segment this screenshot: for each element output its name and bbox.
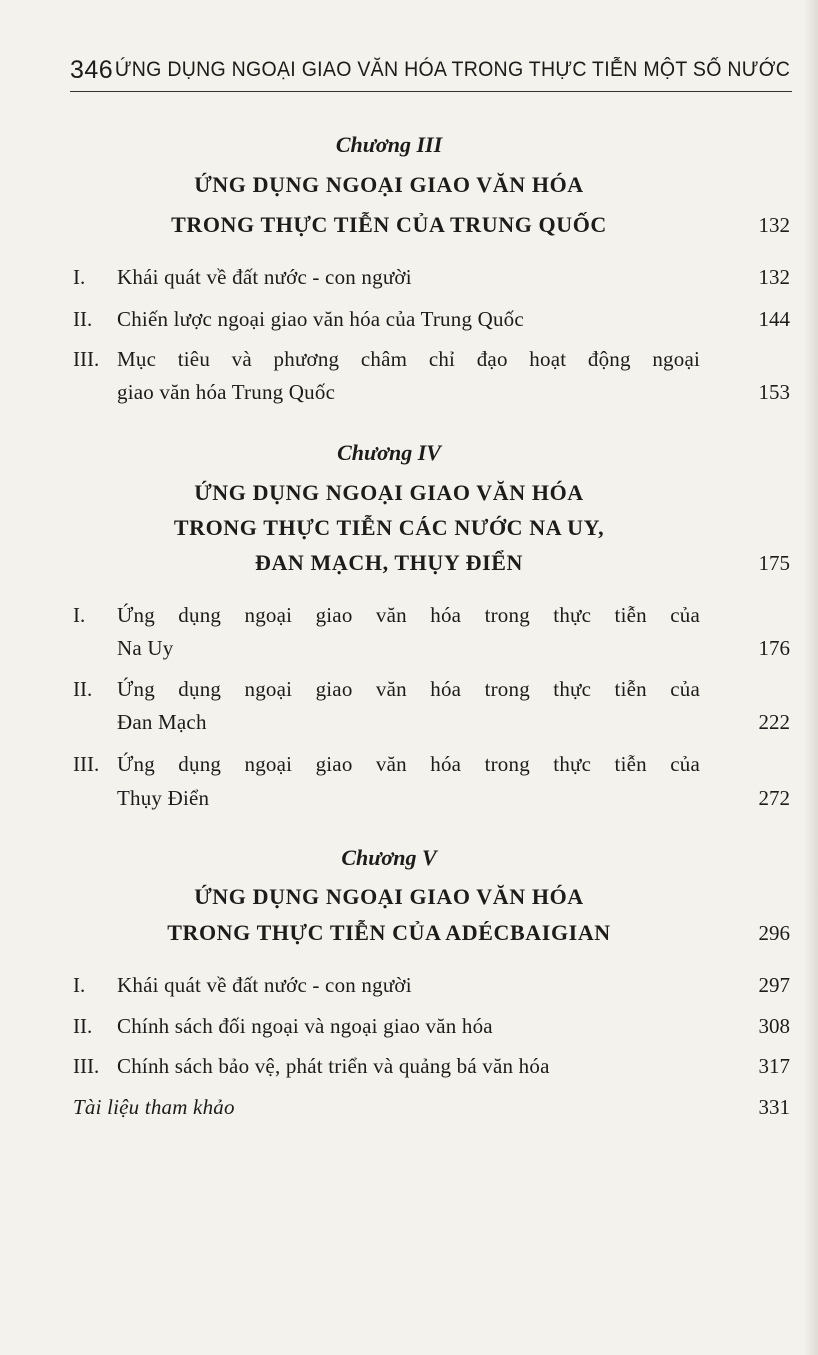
toc-entry-text: Chính sách bảo vệ, phát triển và quảng bá văn hóa [117, 1054, 550, 1078]
toc-entry-text: Ứng dụng ngoại giao văn hóa trong thực tiễn của [117, 677, 700, 701]
chapter-5-label: Chương V [341, 845, 437, 870]
toc-entry-text-continued: giao văn hóa Trung Quốc [117, 380, 336, 404]
toc-entry-page: 153 [758, 380, 790, 404]
chapter-5-title-line-2: TRONG THỰC TIỄN CỦA ADÉCBAIGIAN [167, 920, 611, 945]
references-page: 331 [758, 1095, 790, 1119]
toc-entry-number: I. [73, 265, 86, 289]
page-number: 346 [70, 56, 114, 84]
chapter-5-page: 296 [758, 921, 790, 945]
running-title: ỨNG DỤNG NGOẠI GIAO VĂN HÓA TRONG THỰC TIỄN MỘT SỐ NƯỚC [114, 58, 790, 81]
toc-entry-page: 144 [758, 307, 790, 331]
toc-entry-page: 297 [758, 973, 790, 997]
toc-entry-page: 132 [758, 265, 790, 289]
toc-entry-number: III. [73, 752, 100, 776]
toc-entry-number: II. [73, 307, 93, 331]
chapter-3-title-line-2: TRONG THỰC TIỄN CỦA TRUNG QUỐC [171, 212, 607, 237]
toc-entry-number: III. [73, 1054, 100, 1078]
chapter-4-title-line-3: ĐAN MẠCH, THỤY ĐIỂN [254, 550, 524, 575]
toc-entry-page: 317 [758, 1054, 790, 1078]
toc-entry-number: I. [73, 603, 86, 627]
toc-entry-text: Mục tiêu và phương châm chỉ đạo hoạt động ngoại [117, 347, 700, 371]
chapter-3-label: Chương III [335, 132, 443, 157]
toc-entry-text-continued: Na Uy [117, 636, 174, 660]
page-edge-shadow [804, 0, 818, 1355]
toc-entry-text: Chính sách đối ngoại và ngoại giao văn hóa [117, 1014, 493, 1038]
references-label: Tài liệu tham khảo [73, 1095, 235, 1119]
chapter-4-title-line-1: ỨNG DỤNG NGOẠI GIAO VĂN HÓA [194, 480, 584, 505]
toc-entry-page: 176 [758, 636, 790, 660]
toc-entry-text: Khái quát về đất nước - con người [117, 973, 412, 997]
toc-entry-page: 272 [758, 786, 790, 810]
toc-entry-number: I. [73, 973, 86, 997]
chapter-5-title-line-1: ỨNG DỤNG NGOẠI GIAO VĂN HÓA [194, 884, 584, 909]
toc-entry-number: III. [73, 347, 100, 371]
chapter-4-title-line-2: TRONG THỰC TIỄN CÁC NƯỚC NA UY, [173, 515, 605, 540]
toc-entry-text-continued: Đan Mạch [117, 710, 207, 734]
page-header [70, 56, 792, 92]
chapter-3-page: 132 [758, 213, 790, 237]
header-rule [70, 91, 792, 92]
toc-entry-page: 222 [758, 710, 790, 734]
toc-entry-text-continued: Thụy Điển [117, 786, 210, 810]
toc-entry-number: II. [73, 677, 93, 701]
toc-entry-text: Chiến lược ngoại giao văn hóa của Trung Quốc [117, 307, 524, 331]
chapter-4-label: Chương IV [337, 440, 441, 465]
chapter-3-title-line-1: ỨNG DỤNG NGOẠI GIAO VĂN HÓA [194, 172, 584, 197]
toc-entry-number: II. [73, 1014, 93, 1038]
toc-entry-text: Ứng dụng ngoại giao văn hóa trong thực tiễn của [117, 603, 700, 627]
toc-entry-text: Ứng dụng ngoại giao văn hóa trong thực tiễn của [117, 752, 700, 776]
chapter-4-page: 175 [758, 551, 790, 575]
toc-entry-page: 308 [758, 1014, 790, 1038]
toc-entry-text: Khái quát về đất nước - con người [117, 265, 412, 289]
